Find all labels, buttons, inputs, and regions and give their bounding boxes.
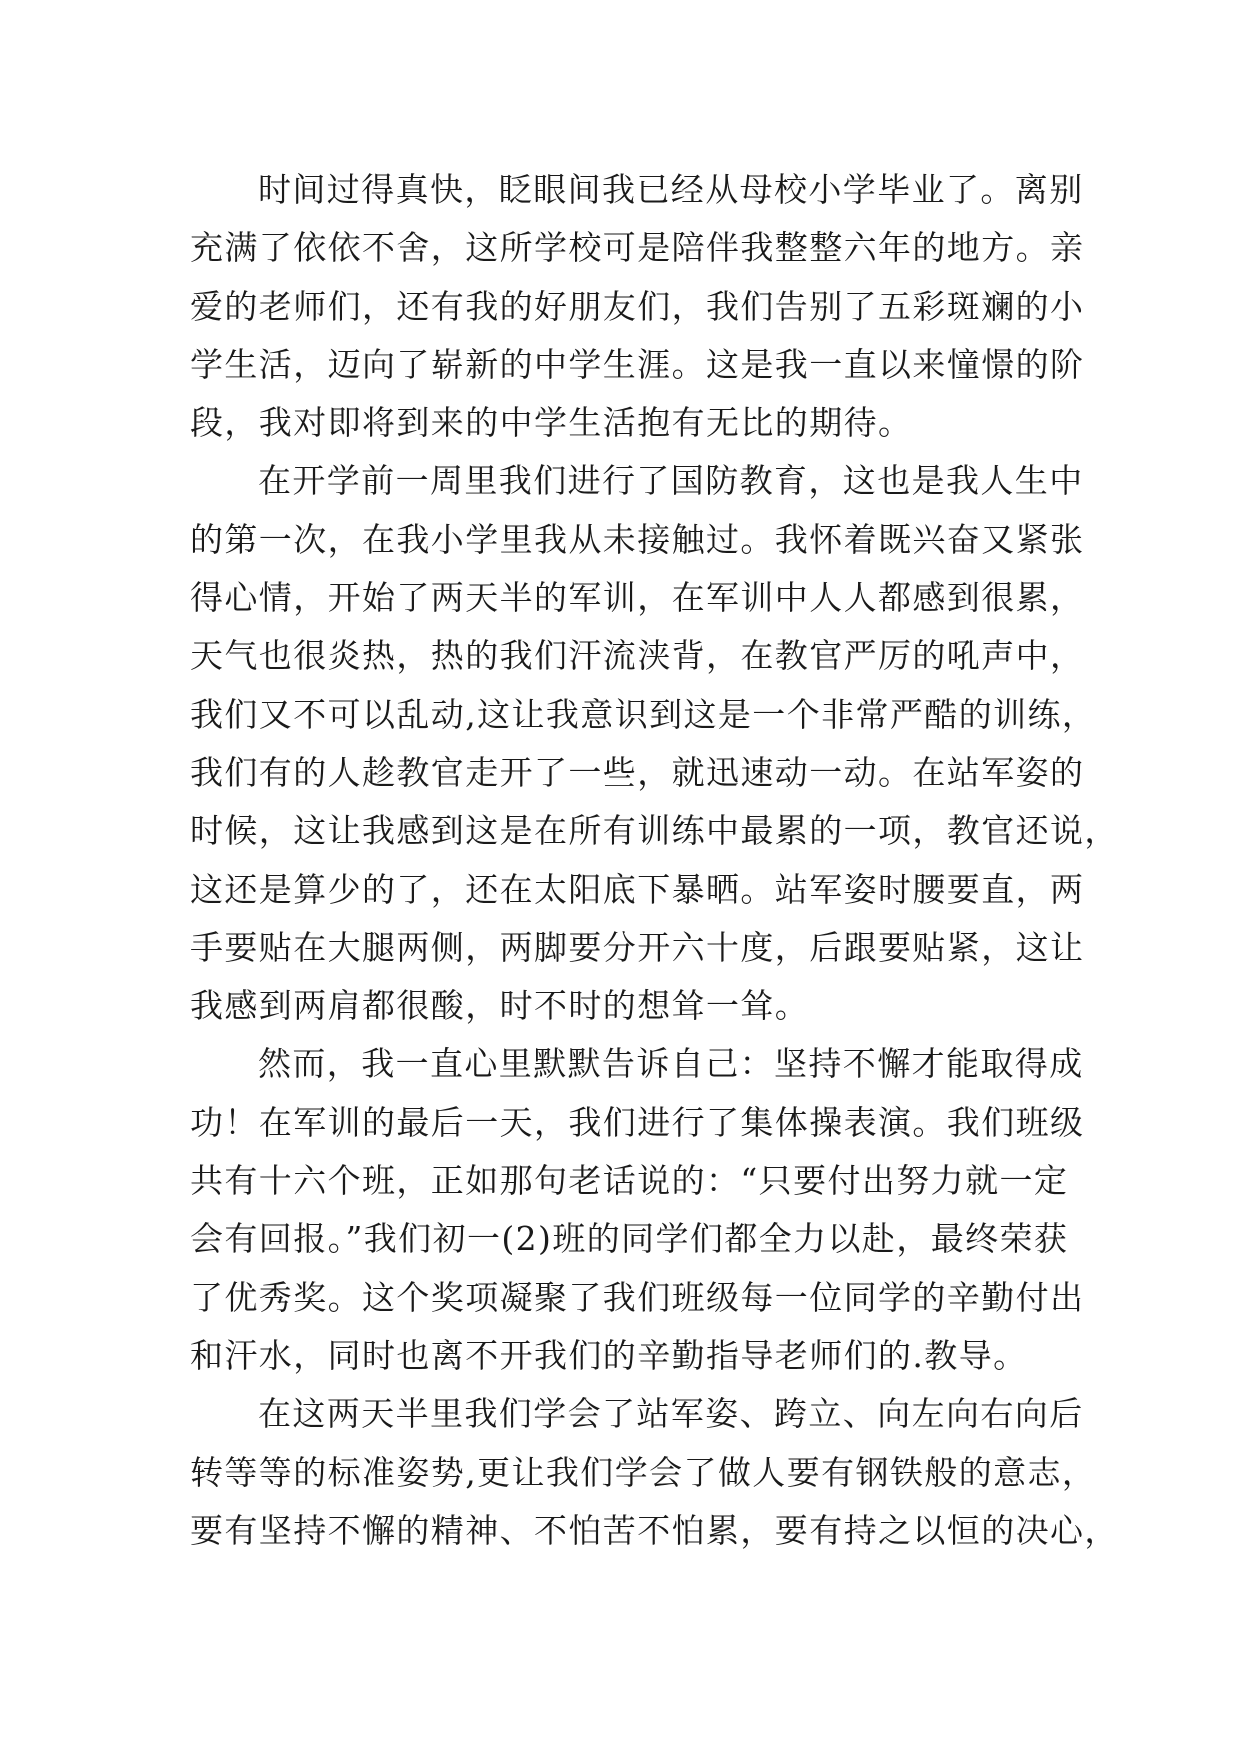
paragraph-2 [190,452,1119,1035]
paragraph-line: 我们又不可以乱动,这让我意识到这是一个非常严酷的训练， [190,694,1097,734]
paragraph-line: 我们有的人趁教官走开了一些，就迅速动一动。在站军姿的 [190,752,1085,792]
paragraph-line: 我感到两肩都很酸，时不时的想耸一耸。 [190,986,810,1026]
paragraph-line: 天气也很炎热，热的我们汗流浃背，在教官严厉的吼声中， [190,636,1085,676]
paragraph-line: 的第一次，在我小学里我从未接触过。我怀着既兴奋又紧张 [190,519,1085,559]
paragraph-line: 得心情，开始了两天半的军训，在军训中人人都感到很累， [190,578,1085,618]
paragraph-line: 在这两天半里我们学会了站军姿、跨立、向左向右向后 [258,1394,1084,1434]
paragraph-line: 了优秀奖。这个奖项凝聚了我们班级每一位同学的辛勤付出 [190,1277,1085,1317]
paragraph-line: 转等等的标准姿势,更让我们学会了做人要有钢铁般的意志， [190,1452,1097,1492]
paragraph-line: 手要贴在大腿两侧，两脚要分开六十度，后跟要贴紧，这让 [190,927,1085,967]
paragraph-1 [190,161,1085,452]
paragraph-line: 要有坚持不懈的精神、不怕苦不怕累，要有持之以恒的决心， [190,1510,1119,1550]
paragraph-line: 在开学前一周里我们进行了国防教育，这也是我人生中 [258,461,1084,501]
paragraph-4 [190,1385,1119,1560]
paragraph-line: 这还是算少的了，还在太阳底下暴晒。站军姿时腰要直，两 [190,869,1085,909]
paragraph-line: 然而，我一直心里默默告诉自己：坚持不懈才能取得成 [258,1044,1084,1084]
paragraph-line: 和汗水，同时也离不开我们的辛勤指导老师们的.教导。 [190,1335,1028,1375]
paragraph-line: 段，我对即将到来的中学生活抱有无比的期待。 [190,403,913,443]
paragraph-line: 充满了依依不舍，这所学校可是陪伴我整整六年的地方。亲 [190,228,1085,268]
paragraph-line: 爱的老师们，还有我的好朋友们，我们告别了五彩斑斓的小 [190,286,1085,326]
essay-body [190,161,1119,1560]
paragraph-line: 学生活，迈向了崭新的中学生涯。这是我一直以来憧憬的阶 [190,344,1085,384]
paragraph-3 [190,1035,1085,1385]
paragraph-line: 功！在军训的最后一天，我们进行了集体操表演。我们班级 [190,1102,1085,1142]
paragraph-line: 共有十六个班，正如那句老话说的：“只要付出努力就一定 [190,1161,1069,1201]
paragraph-line: 时间过得真快，眨眼间我已经从母校小学毕业了。离别 [258,170,1084,209]
paragraph-line: 时候，这让我感到这是在所有训练中最累的一项，教官还说， [190,811,1119,851]
paragraph-line: 会有回报。”我们初一(2)班的同学们都全力以赴，最终荣获 [190,1219,1069,1259]
